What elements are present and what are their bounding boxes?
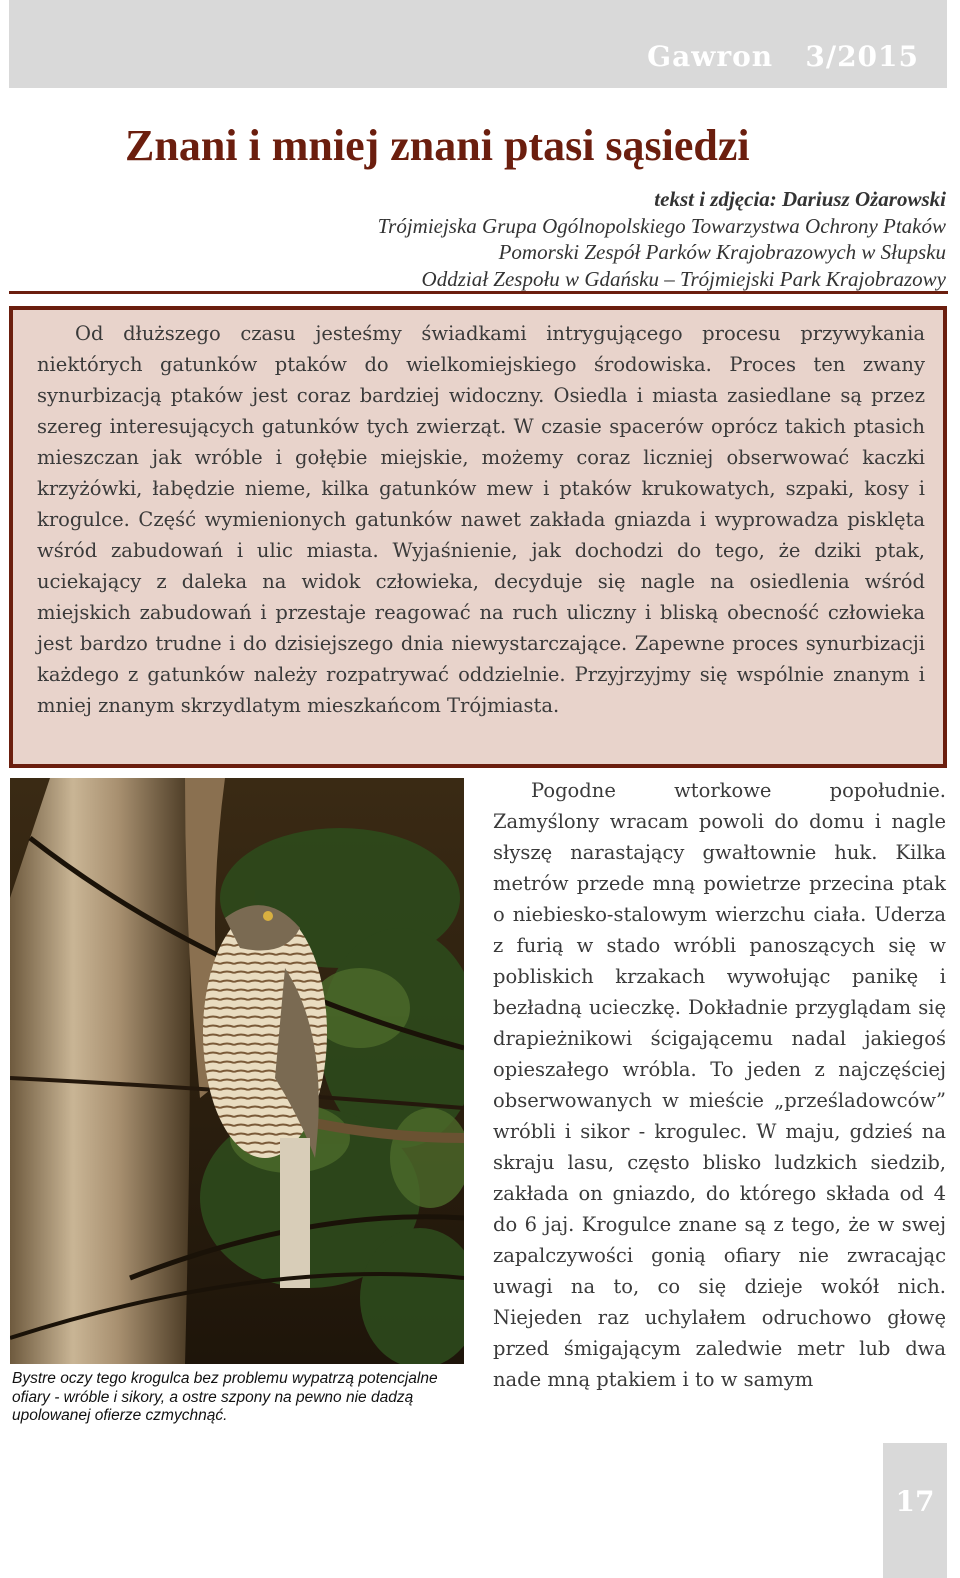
- intro-box: [9, 306, 947, 768]
- byline-affiliation: Trójmiejska Grupa Ogólnopolskiego Towarzystwa Ochrony Ptaków: [377, 213, 946, 238]
- page-number: 17: [895, 1485, 935, 1518]
- magazine-header: [647, 40, 919, 73]
- byline-affiliation: Oddział Zespołu w Gdańsku – Trójmiejski Park Krajobrazowy: [421, 266, 946, 291]
- title-divider: [9, 291, 948, 294]
- intro-paragraph: Od dłuższego czasu jesteśmy świadkami intrygującego procesu przywykania niektórych gatunków ptaków do wielkomiejskiego środowiska. Proces ten zwany synurbizacją ptaków jest coraz bardziej widoczny. Osiedla i miasta zasiedlane są przez szereg interesujących gatunków tych zwierząt. W czasie spacerów oprócz takich ptasich mieszczan jak wróble i gołębie miejskie, możemy coraz liczniej obserwować kaczki krzyżówki, łabędzie nieme, kilka gatunków mew i ptaków krukowatych, szpaki, kosy i krogulce. Część wymienionych gatunków nawet zakłada gniazda i wyprowadza pisklęta wśród zabudowań i ulic miasta. Wyjaśnienie, jak dochodzi do tego, że dziki ptak, uciekający z daleka na widok człowieka, decyduje się nagle na osiedlenia wśród miejskich zabudowań i przestaje reagować na ruch uliczny i bliską obecność człowieka jest bardzo trudne i do dzisiejszego dnia niewystarczające. Zapewne proces synurbizacji każdego z gatunków należy rozpatrywać oddzielnie. Przyjrzyjmy się wspólnie znanym i mniej znanym skrzydlatym mieszkańcom Trójmiasta.: [37, 322, 925, 717]
- body-paragraph: Pogodne wtorkowe popołudnie. Zamyślony wracam powoli do domu i nagle słyszę narastający gwałtownie huk. Kilka metrów przede mną powietrze przecina ptak o niebiesko-stalowym wierzchu ciała. Uderza z furią w stado wróbli panoszących się w pobliskich krzakach wywołując panikę i bezładną ucieczkę. Dokładnie przyglądam się drapieżnikowi ścigającemu nadal jakiegoś opieszałego wróbla. To jeden z najczęściej obserwowanych w mieście „prześladowców” wróbli i sikor - krogulec. W maju, gdzieś na skraju lasu, często blisko ludzkich siedzib, zakłada on gniazdo, do którego składa od 4 do 6 jaj. Krogulce znane są z tego, że w swej zapalczywości gonią ofiary nie zwracając uwagi na to, co się dzieje wokół nich. Niejeden raz uchylałem odruchowo głowę przed śmigającym zaledwie metr lub dwa nade mną ptakiem i to w samym: [493, 779, 946, 1391]
- article-title: Znani i mniej znani ptasi sąsiedzi: [125, 121, 750, 170]
- header-bar: [9, 0, 947, 88]
- magazine-name: Gawron: [647, 40, 774, 73]
- byline-author: tekst i zdjęcia: Dariusz Ożarowski: [654, 187, 946, 211]
- byline: [378, 186, 946, 292]
- photo-caption: Bystre oczy tego krogulca bez problemu wypatrzą potencjalne ofiary - wróble i sikory, a ostre szpony na pewno nie dadzą upolowanej ofierze czmychnąć.: [12, 1370, 438, 1424]
- sparrowhawk-photo: [10, 778, 464, 1364]
- page-number-box: [883, 1443, 947, 1578]
- byline-affiliation: Pomorski Zespół Parków Krajobrazowych w Słupsku: [498, 240, 946, 264]
- issue-number: 3/2015: [805, 40, 919, 73]
